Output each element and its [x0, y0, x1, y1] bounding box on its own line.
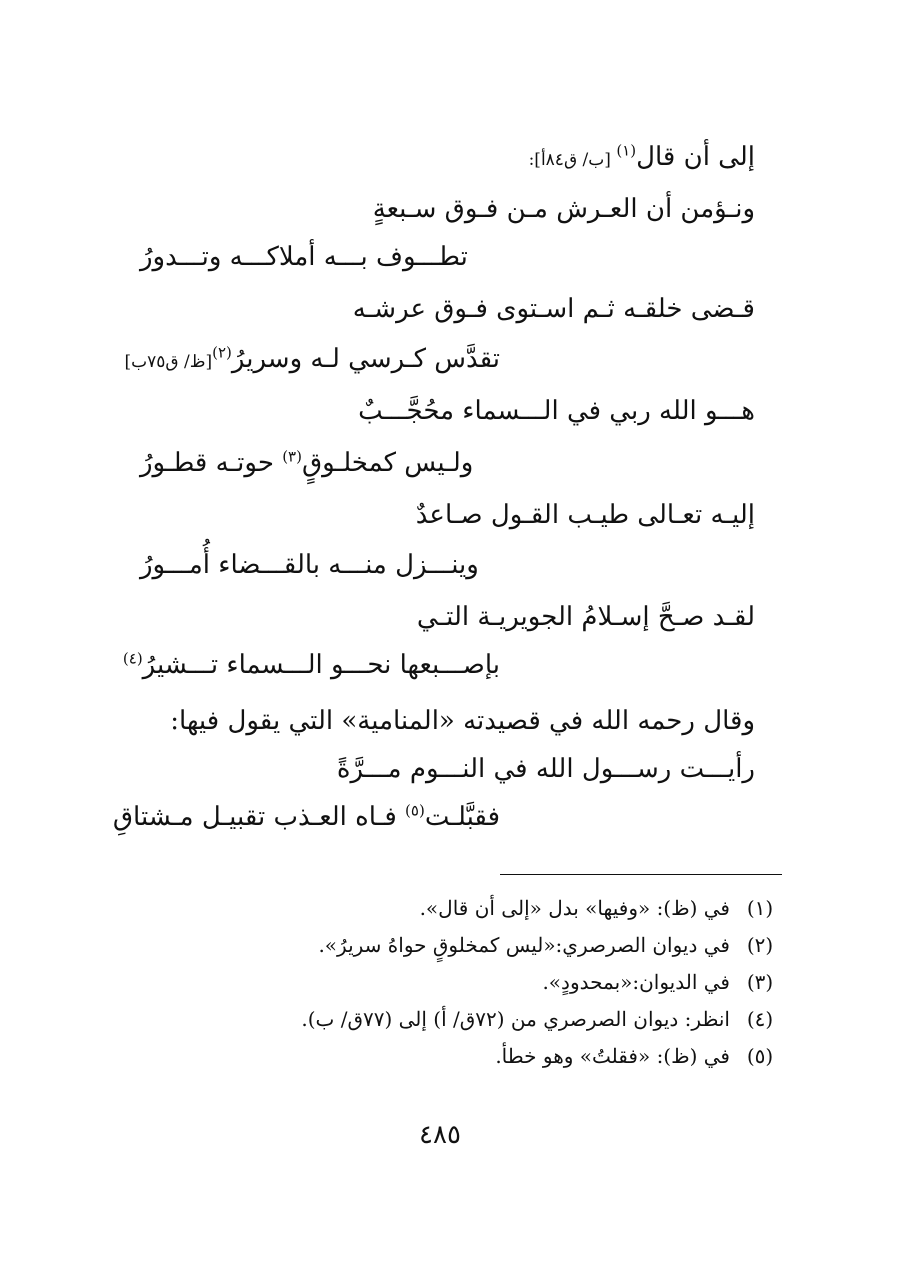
verse-text: فـاه العـذب تقبيـل مـشتاقِ: [112, 802, 406, 832]
verse-line-7: [140, 446, 500, 480]
verse-line-2: ونـؤمن أن العـرش مـن فـوق سـبعةٍ: [372, 194, 755, 224]
verse-text: تقدَّس كـرسي لـه وسريرُ: [231, 344, 500, 374]
verse-line-4: قـضى خلقـه ثـم اسـتوى فـوق عرشـه: [352, 294, 755, 324]
footnote-marker: (٢): [212, 343, 232, 362]
verse-text: إلى أن قال: [636, 142, 755, 172]
footnote-marker: (٣): [282, 447, 302, 466]
verse-line-10: لقـد صـحَّ إسـلامُ الجويريـة التـي: [416, 602, 755, 632]
manuscript-ref: [ظ/ ق٧٥ب]: [124, 352, 213, 372]
footnote-marker: (١): [616, 141, 637, 160]
verse-line-11: [122, 648, 500, 682]
footnote-number: (١): [746, 896, 774, 920]
verse-line-14: [112, 800, 500, 834]
intro-paragraph: وقال رحمه الله في قصيدته «المنامية» التي يقول فيها:: [170, 706, 755, 736]
footnote-number: (٥): [746, 1044, 774, 1068]
page-number: ٤٨٥: [419, 1120, 461, 1150]
verse-line-3: تطـــوف بـــه أملاكـــه وتـــدورُ: [140, 242, 468, 272]
verse-text: بإصـــبعها نحـــو الـــسماء تـــشيرُ: [142, 650, 500, 680]
footnote-text: انظر: ديوان الصرصري من (٧٢ق/ أ) إلى (٧٧ق/ ب).: [301, 1007, 730, 1031]
footnote-2: [318, 931, 782, 959]
verse-line-5: [124, 342, 500, 379]
footnote-number: (٢): [746, 933, 774, 957]
footnote-divider: [500, 874, 782, 875]
footnote-text: في الديوان:«بمحدودٍ».: [542, 970, 730, 994]
verse-text: فقبَّلـت: [424, 802, 500, 832]
verse-line-1: [529, 140, 755, 177]
footnote-number: (٤): [746, 1007, 774, 1031]
footnote-number: (٣): [746, 970, 774, 994]
footnote-text: في (ظ): «فقلتُ» وهو خطأ.: [495, 1044, 730, 1068]
footnote-4: [301, 1005, 782, 1033]
manuscript-ref: [ب/ ق٨٤أ]:: [528, 150, 617, 170]
footnote-text: في (ظ): «وفيها» بدل «إلى أن قال».: [419, 896, 730, 920]
verse-line-6: هـــو الله ربي في الـــسماء محُجَّـــبٌ: [358, 396, 755, 426]
footnote-3: [542, 968, 782, 996]
footnote-marker: (٤): [122, 649, 143, 668]
footnote-1: [420, 894, 782, 922]
verse-text: حوتـه قطـورُ: [140, 448, 283, 478]
verse-line-9: وينـــزل منـــه بالقـــضاء أُمـــورُ: [140, 550, 479, 580]
footnote-5: [495, 1042, 782, 1070]
verse-line-8: إليـه تعـالى طيـب القـول صـاعدٌ: [415, 500, 755, 530]
verse-line-13: رأيـــت رســـول الله في النـــوم مـــرَّةً: [336, 754, 755, 784]
footnote-marker: (٥): [405, 801, 425, 820]
footnote-text: في ديوان الصرصري:«ليس كمخلوقٍ حواهُ سريرُ».: [318, 933, 730, 957]
verse-text: ولـيس كمخلـوقٍ: [301, 448, 474, 478]
